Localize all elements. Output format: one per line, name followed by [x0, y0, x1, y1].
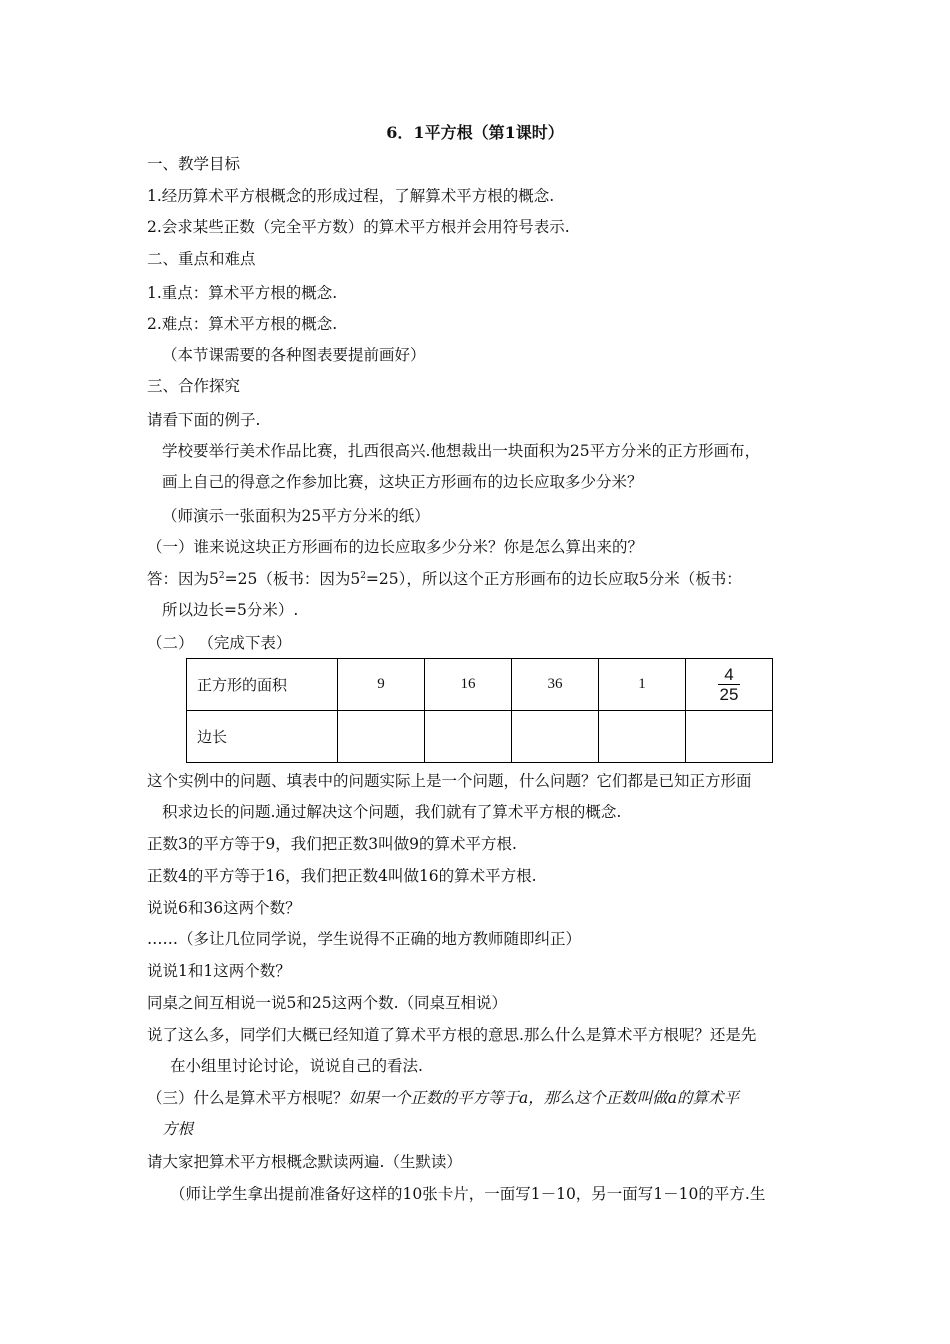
- fraction-denominator: 25: [719, 684, 739, 704]
- table-cell-fraction: [686, 659, 773, 711]
- goal-item: 1.经历算术平方根概念的形成过程，了解算术平方根的概念.: [147, 187, 555, 205]
- question-2: （二） （完成下表）: [147, 634, 292, 652]
- table-cell-empty: [686, 711, 773, 763]
- table-cell: 9: [338, 659, 425, 711]
- answer-text: =25），所以这个正方形画布的边长应取5分米（板书：: [365, 570, 742, 588]
- paragraph: 说说6和36这两个数？: [147, 899, 301, 917]
- square-table: [186, 658, 773, 763]
- definition-text: 方根: [162, 1120, 194, 1138]
- table-cell-empty: [338, 711, 425, 763]
- paragraph: 请大家把算术平方根概念默读两遍.（生默读）: [147, 1153, 462, 1171]
- goal-item: 2.会求某些正数（完全平方数）的算术平方根并会用符号表示.: [147, 218, 570, 236]
- prep-note: （本节课需要的各种图表要提前画好）: [162, 346, 426, 364]
- answer-line: 所以边长=5分米）.: [162, 601, 299, 619]
- answer-text: 答：因为5: [147, 570, 219, 588]
- paragraph-line: 在小组里讨论讨论，说说自己的看法.: [170, 1057, 423, 1075]
- fraction: [718, 665, 741, 704]
- paragraph: （师让学生拿出提前准备好这样的10张卡片，一面写1－10，另一面写1－10的平方.生: [170, 1185, 766, 1203]
- table-row: [187, 659, 773, 711]
- table-cell-empty: [512, 711, 599, 763]
- table-cell: 1: [599, 659, 686, 711]
- section-heading-goals: 一、教学目标: [147, 155, 241, 173]
- answer-line: [147, 568, 742, 590]
- table-cell-empty: [425, 711, 512, 763]
- example-text-line: 画上自己的得意之作参加比赛，这块正方形画布的边长应取多少分米？: [162, 473, 643, 491]
- keypoint-item: 2.难点：算术平方根的概念.: [147, 315, 338, 333]
- example-text-line: 学校要举行美术作品比赛，扎西很高兴.他想裁出一块面积为25平方分米的正方形画布，: [162, 442, 761, 460]
- question-1: （一）谁来说这块正方形画布的边长应取多少分米？你是怎么算出来的？: [147, 538, 644, 556]
- demo-note: （师演示一张面积为25平方分米的纸）: [162, 507, 430, 525]
- paragraph: 同桌之间互相说一说5和25这两个数.（同桌互相说）: [147, 994, 508, 1012]
- superscript: 2: [218, 571, 225, 581]
- fraction-numerator: 4: [718, 665, 741, 685]
- question-3: [147, 1087, 739, 1109]
- table-row-label: 边长: [187, 711, 338, 763]
- keypoint-item: 1.重点：算术平方根的概念.: [147, 284, 338, 302]
- paragraph-line: 这个实例中的问题、填表中的问题实际上是一个问题，什么问题？它们都是已知正方形面: [147, 772, 752, 790]
- paragraph: 正数4的平方等于16，我们把正数4叫做16的算术平方根.: [147, 867, 537, 885]
- paragraph-line: 说了这么多，同学们大概已经知道了算术平方根的意思.那么什么是算术平方根呢？还是先: [147, 1026, 757, 1044]
- definition-text: 如果一个正数的平方等于a，那么这个正数叫做a的算术平: [348, 1089, 739, 1107]
- paragraph: ……（多让几位同学说，学生说得不正确的地方教师随即纠正）: [147, 930, 582, 948]
- superscript: 2: [360, 571, 366, 581]
- paragraph: 说说1和1这两个数？: [147, 962, 291, 980]
- paragraph-line: 积求边长的问题.通过解决这个问题，我们就有了算术平方根的概念.: [162, 803, 622, 821]
- paragraph: 请看下面的例子.: [147, 411, 261, 429]
- table-cell: 16: [425, 659, 512, 711]
- page-title: 6．1平方根（第1课时）: [386, 123, 564, 142]
- answer-text: =25（板书：因为5: [224, 570, 361, 588]
- question-3-prefix: （三）什么是算术平方根呢？: [147, 1089, 349, 1107]
- table-cell: 36: [512, 659, 599, 711]
- paragraph: 正数3的平方等于9，我们把正数3叫做9的算术平方根.: [147, 835, 517, 853]
- table-row: [187, 711, 773, 763]
- table-row-label: 正方形的面积: [187, 659, 338, 711]
- table-cell-empty: [599, 711, 686, 763]
- section-heading-explore: 三、合作探究: [147, 377, 241, 395]
- section-heading-keypoints: 二、重点和难点: [147, 250, 256, 268]
